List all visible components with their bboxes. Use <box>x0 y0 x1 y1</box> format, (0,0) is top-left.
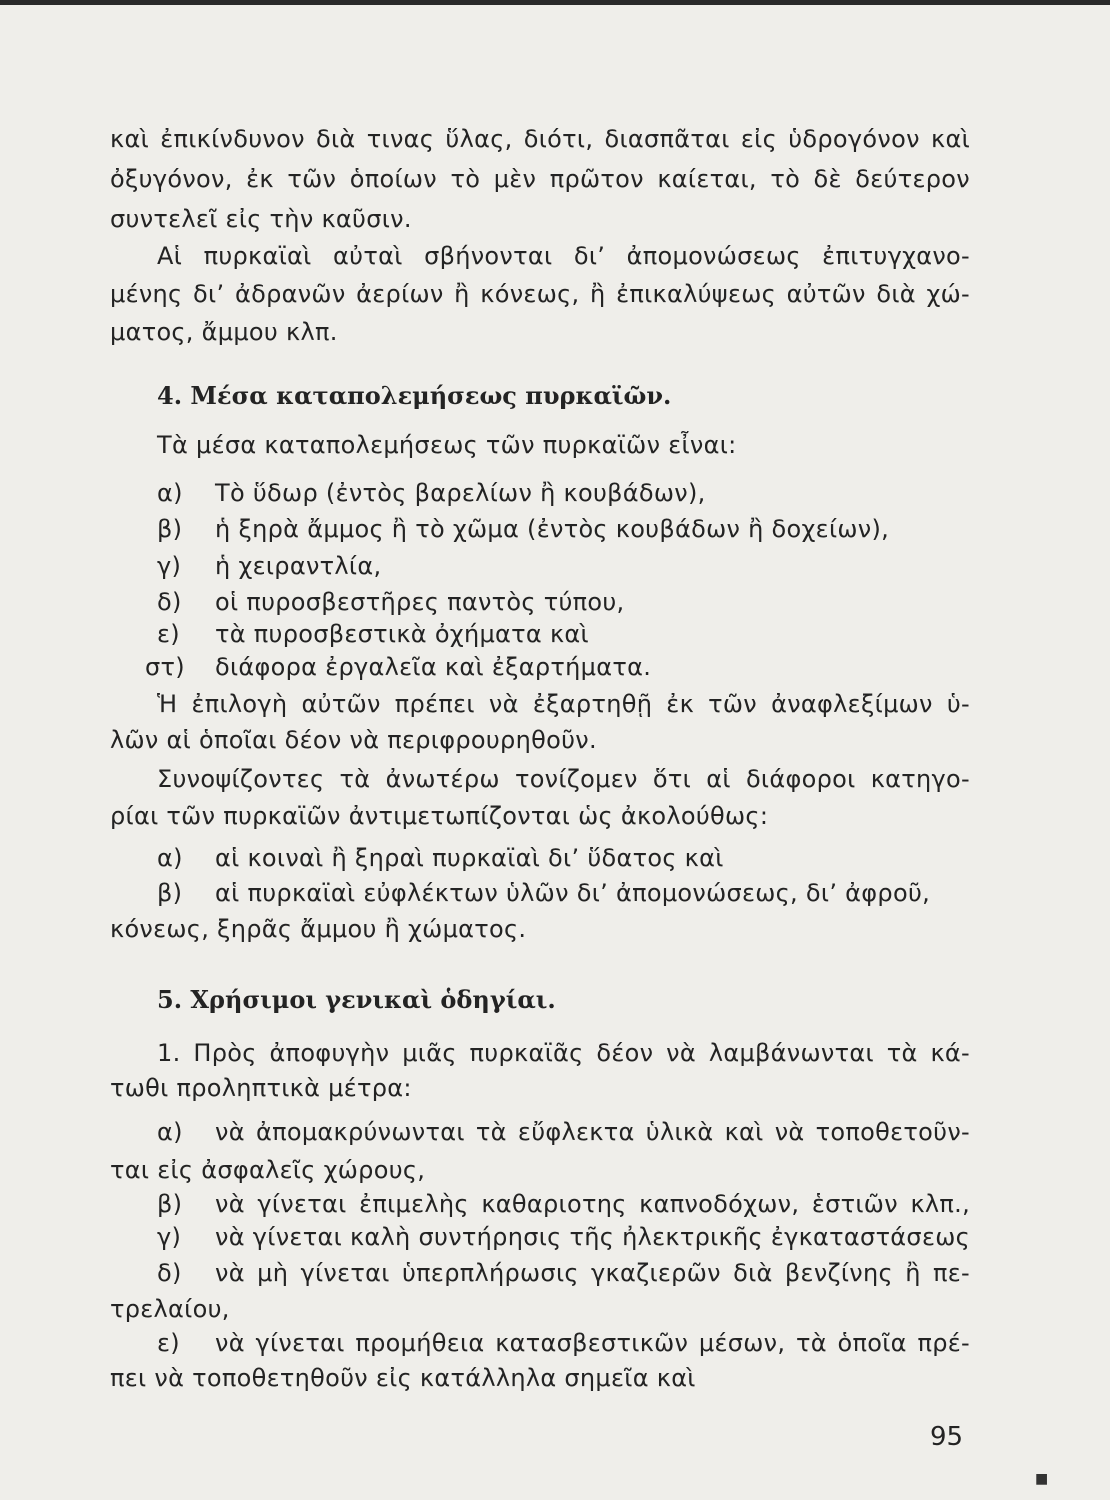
list-item: πει νὰ τοποθετηθοῦν εἰς κατάλληλα σημεῖα καὶ <box>110 1364 696 1392</box>
list-marker: γ) <box>157 552 182 580</box>
text-line: 1. Πρὸς ἀποφυγὴν μιᾶς πυρκαϊᾶς δέον νὰ λαμβάνωνται τὰ κά- <box>157 1039 970 1067</box>
list-marker: β) <box>157 515 183 543</box>
text-line: ρίαι τῶν πυρκαϊῶν ἀντιμετωπίζονται ὡς ἀκολούθως: <box>110 802 769 830</box>
scan-speck-icon: ■ <box>1035 1471 1049 1487</box>
text-line: κόνεως, ξηρᾶς ἄμμου ἢ χώματος. <box>110 915 527 943</box>
list-marker: δ) <box>157 1259 182 1287</box>
list-item: ἡ χειραντλία, <box>215 552 382 580</box>
list-item: διάφορα ἐργαλεῖα καὶ ἐξαρτήματα. <box>215 653 652 681</box>
list-item: ἡ ξηρὰ ἄμμος ἢ τὸ χῶμα (ἐντὸς κουβάδων ἢ δοχείων), <box>215 515 890 543</box>
list-item: τρελαίου, <box>110 1295 230 1323</box>
text-line: τωθι προληπτικὰ μέτρα: <box>110 1074 412 1102</box>
list-marker: α) <box>157 479 183 507</box>
list-marker: ε) <box>157 620 180 648</box>
list-marker: α) <box>157 1118 183 1146</box>
text-line: Συνοψίζοντες τὰ ἀνωτέρω τονίζομεν ὅτι αἱ διάφοροι κατηγο- <box>157 765 970 793</box>
section-heading-5: 5. Χρήσιμοι γενικαὶ ὁδηγίαι. <box>157 985 556 1014</box>
list-marker: β) <box>157 879 183 907</box>
list-marker: δ) <box>157 588 182 616</box>
list-item: νὰ γίνεται καλὴ συντήρησις τῆς ἠλεκτρικῆς ἐγκαταστάσεως <box>215 1223 970 1251</box>
list-item: νὰ γίνεται ἐπιμελὴς καθαριοτης καπνοδόχων, ἑστιῶν κλπ., <box>215 1190 970 1218</box>
text-line: Αἱ πυρκαϊαὶ αὐταὶ σβήνονται δι’ ἀπομονώσεως ἐπιτυγχανο- <box>157 242 970 270</box>
list-marker: ε) <box>157 1329 180 1357</box>
list-marker: στ) <box>145 653 185 681</box>
text-line: Τὰ μέσα καταπολεμήσεως τῶν πυρκαϊῶν εἶναι: <box>157 431 737 459</box>
list-item: αἱ κοιναὶ ἢ ξηραὶ πυρκαϊαὶ δι’ ὕδατος καὶ <box>215 844 724 872</box>
text-line: λῶν αἱ ὁποῖαι δέον νὰ περιφρουρηθοῦν. <box>110 726 597 754</box>
list-item: Τὸ ὕδωρ (ἐντὸς βαρελίων ἢ κουβάδων), <box>215 479 706 507</box>
text-line: Ἡ ἐπιλογὴ αὐτῶν πρέπει νὰ ἐξαρτηθῇ ἐκ τῶν ἀναφλεξίμων ὑ- <box>157 690 970 718</box>
list-item: αἱ πυρκαϊαὶ εὐφλέκτων ὑλῶν δι’ ἀπομονώσεως, δι’ ἀφροῦ, <box>215 879 931 907</box>
list-item: οἱ πυροσβεστῆρες παντὸς τύπου, <box>215 588 625 616</box>
list-marker: γ) <box>157 1223 182 1251</box>
section-heading-4: 4. Μέσα καταπολεμήσεως πυρκαϊῶν. <box>157 381 672 410</box>
list-item: ται εἰς ἀσφαλεῖς χώρους, <box>110 1156 426 1184</box>
text-line: ματος, ἄμμου κλπ. <box>110 318 338 346</box>
list-marker: α) <box>157 844 183 872</box>
text-line: ὀξυγόνον, ἐκ τῶν ὁποίων τὸ μὲν πρῶτον καίεται, τὸ δὲ δεύτερον <box>110 165 970 193</box>
text-line: συντελεῖ εἰς τὴν καῦσιν. <box>110 205 412 233</box>
page-number: 95 <box>930 1422 964 1452</box>
text-line: μένης δι’ ἀδρανῶν ἀερίων ἢ κόνεως, ἢ ἐπικαλύψεως αὐτῶν διὰ χώ- <box>110 280 970 308</box>
list-item: τὰ πυροσβεστικὰ ὀχήματα καὶ <box>215 620 589 648</box>
list-item: νὰ γίνεται προμήθεια κατασβεστικῶν μέσων, τὰ ὁποῖα πρέ- <box>215 1329 970 1357</box>
list-item: νὰ μὴ γίνεται ὑπερπλήρωσις γκαζιερῶν διὰ βενζίνης ἢ πε- <box>215 1259 970 1287</box>
list-item: νὰ ἀπομακρύνωνται τὰ εὔφλεκτα ὑλικὰ καὶ νὰ τοποθετοῦν- <box>215 1118 970 1146</box>
text-line: καὶ ἐπικίνδυνον διὰ τινας ὕλας, διότι, διασπᾶται εἰς ὑδρογόνον καὶ <box>110 125 970 153</box>
list-marker: β) <box>157 1190 183 1218</box>
